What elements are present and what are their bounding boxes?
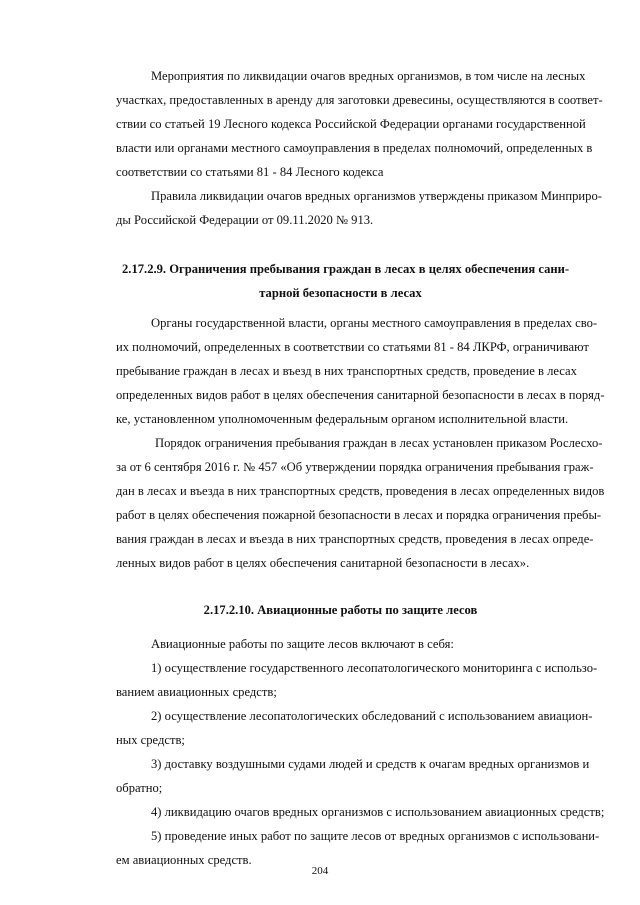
- paragraph-line: Авиационные работы по защите лесов включают в себя:: [151, 637, 454, 651]
- paragraph-line: определенных видов работ в целях обеспечения санитарной безопасности в лесах в поряд-: [116, 388, 605, 402]
- paragraph-line: Порядок ограничения пребывания граждан в лесах установлен приказом Рослесхо-: [155, 436, 603, 450]
- paragraph-line: их полномочий, определенных в соответствии со статьями 81 - 84 ЛКРФ, ограничивают: [116, 340, 589, 354]
- paragraph-line: ствии со статьей 19 Лесного кодекса Российской Федерации органами государственной: [116, 117, 586, 131]
- paragraph-line: ды Российской Федерации от 09.11.2020 № 913.: [116, 213, 374, 227]
- paragraph-line: Органы государственной власти, органы местного самоуправления в пределах сво-: [151, 316, 598, 330]
- paragraph-line: обратно;: [116, 781, 163, 795]
- paragraph-line: Мероприятия по ликвидации очагов вредных организмов, в том числе на лесных: [151, 69, 586, 83]
- paragraph-line: власти или органами местного самоуправления в пределах полномочий, определенных в: [116, 141, 593, 155]
- paragraph-line: ленных видов работ в целях обеспечения санитарной безопасности в лесах».: [116, 556, 530, 570]
- paragraph-line: ванием авиационных средств;: [116, 685, 277, 699]
- section-heading-line: 2.17.2.9. Ограничения пребывания граждан в лесах в целях обеспечения сани-: [122, 262, 570, 276]
- paragraph-line: пребывание граждан в лесах и въезд в них транспортных средств, проведение в лесах: [116, 364, 577, 378]
- paragraph-line: вания граждан в лесах и въезда в них транспортных средств, проведения в лесах опреде-: [116, 532, 594, 546]
- paragraph-line: ных средств;: [116, 733, 185, 747]
- paragraph-line: работ в целях обеспечения пожарной безопасности в лесах и порядка ограничения пребы-: [116, 508, 602, 522]
- paragraph-line: ем авиационных средств.: [116, 853, 252, 867]
- paragraph-line: участках, предоставленных в аренду для заготовки древесины, осуществляются в соответ-: [116, 93, 603, 107]
- paragraph-line: 5) проведение иных работ по защите лесов от вредных организмов с использовани-: [151, 829, 600, 843]
- section-heading-line: 2.17.2.10. Авиационные работы по защите лесов: [203, 603, 478, 617]
- paragraph-line: 1) осуществление государственного лесопатологического мониторинга с использо-: [151, 661, 598, 675]
- paragraph-line: дан в лесах и въезда в них транспортных средств, проведения в лесах определенных видов: [116, 484, 605, 498]
- paragraph-line: 3) доставку воздушными судами людей и средств к очагам вредных организмов и: [151, 757, 590, 771]
- paragraph-line: соответствии со статьями 81 - 84 Лесного кодекса: [116, 165, 384, 179]
- section-heading-line: тарной безопасности в лесах: [259, 286, 422, 300]
- paragraph-line: за от 6 сентября 2016 г. № 457 «Об утверждении порядка ограничения пребывания граж-: [116, 460, 594, 474]
- paragraph-line: Правила ликвидации очагов вредных организмов утверждены приказом Минприро-: [151, 189, 602, 203]
- page-number: 204: [311, 865, 329, 877]
- paragraph-line: ке, установленном уполномоченным федеральным органом исполнительной власти.: [116, 412, 569, 426]
- paragraph-line: 4) ликвидацию очагов вредных организмов с использованием авиационных средств;: [151, 805, 605, 819]
- paragraph-line: 2) осуществление лесопатологических обследований с использованием авиацион-: [151, 709, 593, 723]
